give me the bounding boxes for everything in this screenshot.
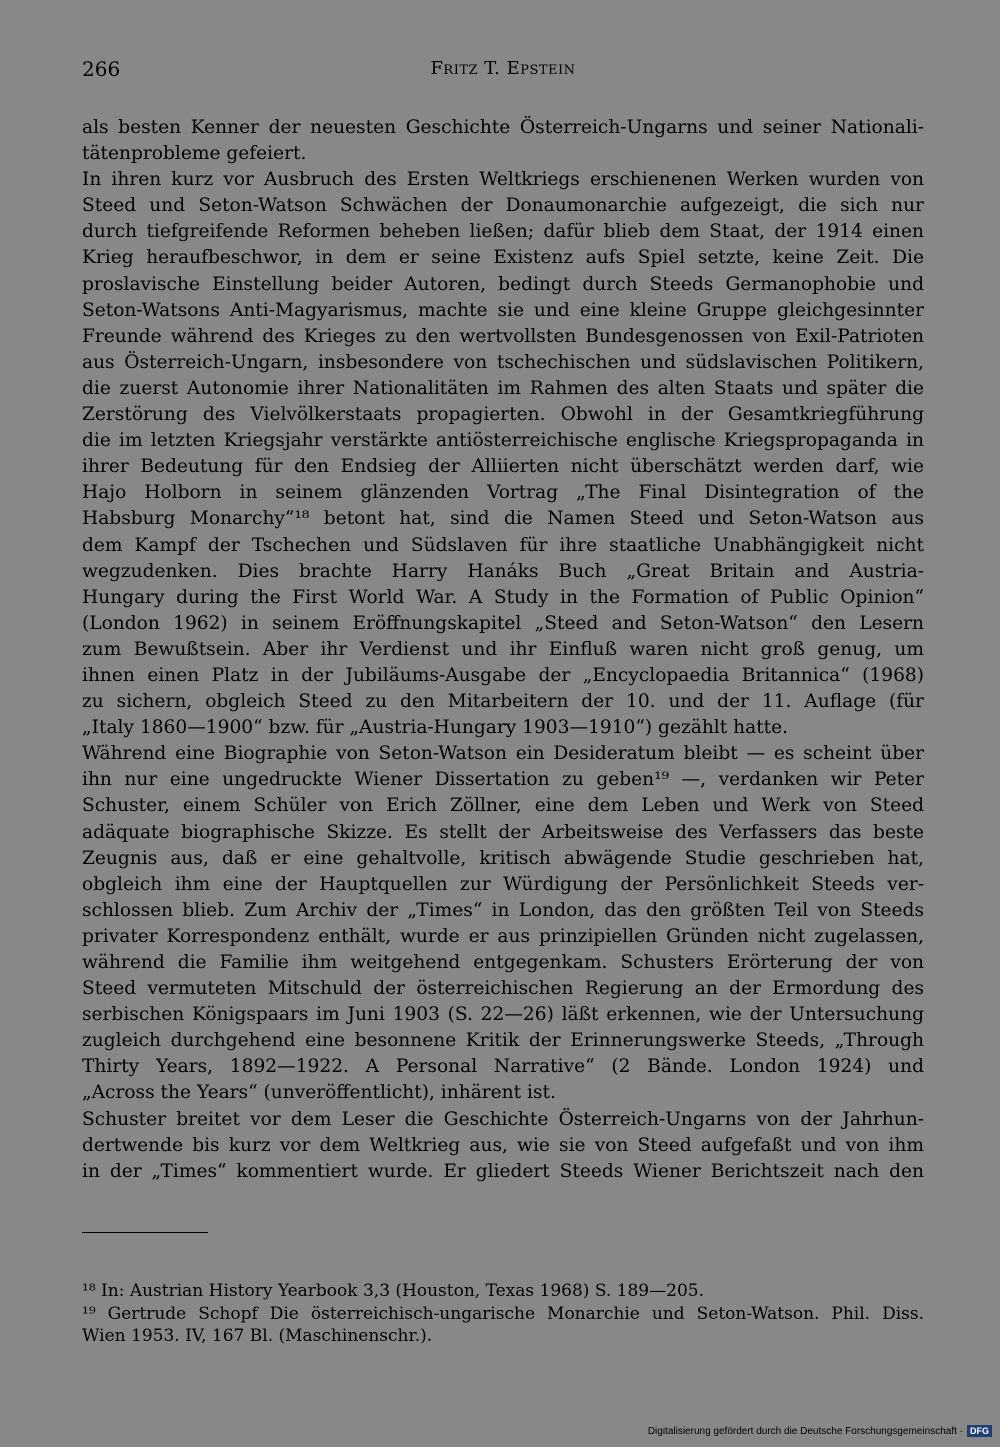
text-line: dem Kampf der Tschechen und Südslaven für ihre staatliche Unabhängigkeit nicht [82, 534, 924, 556]
text-line: schlossen blieb. Zum Archiv der „Times“ in London, das den größten Teil von Steeds [82, 899, 924, 921]
text-line: während die Familie ihm weitgehend entgegenkam. Schusters Erörterung der von [82, 952, 924, 973]
text-line: serbischen Königspaars im Juni 1903 (S. 22—26) läßt erkennen, wie der Untersuchung [82, 1004, 924, 1026]
text-line: Während eine Biographie von Seton-Watson ein Desideratum bleibt — es scheint über [82, 743, 924, 765]
text-line: proslavische Einstellung beider Autoren, bedingt durch Steeds Germanophobie und [82, 273, 924, 295]
text-line: Thirty Years, 1892—1922. A Personal Narrative“ (2 Bände. London 1924) und [82, 1056, 924, 1078]
text-line: Krieg heraufbeschwor, in dem er seine Existenz aufs Spiel setzte, keine Zeit. Die [82, 247, 924, 269]
page-header [82, 57, 924, 87]
text-line: ihn nur eine ungedruckte Wiener Dissertation zu geben¹⁹ —, verdanken wir Peter [82, 769, 924, 791]
page-number: 266 [82, 57, 121, 81]
text-line: ihnen einen Platz in der Jubiläums-Ausgabe der „Encyclopaedia Britannica“ (1968) [82, 664, 924, 686]
dfg-logo: DFG [967, 1425, 992, 1437]
text-line: Habsburg Monarchy“¹⁸ betont hat, sind die Namen Steed und Seton-Watson aus [82, 508, 924, 530]
text-line: zugleich durchgehend eine besonnene Kritik der Erinnerungswerke Steeds, „Through [82, 1030, 924, 1052]
funding-text: Digitalisierung gefördert durch die Deutsche Forschungsgemeinschaft · [647, 1425, 963, 1437]
text-line: „Across the Years“ (unveröffentlicht), inhärent ist. [82, 1082, 556, 1104]
footnote-line: ¹⁸ In: Austrian History Yearbook 3,3 (Houston, Texas 1968) S. 189—205. [82, 1281, 704, 1301]
text-line: „Italy 1860—1900“ bzw. für „Austria-Hungary 1903—1910“) gezählt hatte. [82, 717, 789, 739]
funding-notice [648, 1425, 992, 1437]
text-line: Seton-Watsons Anti-Magyarismus, machte sie und eine kleine Gruppe gleichgesinnter [82, 299, 924, 321]
text-line: tätenprobleme gefeiert. [82, 143, 307, 165]
text-line: Hungary during the First World War. A Study in the Formation of Public Opinion“ [82, 586, 924, 608]
text-line: adäquate biographische Skizze. Es stellt der Arbeitsweise des Verfassers das beste [82, 821, 924, 843]
text-line: aus Österreich-Ungarn, insbesondere von tschechischen und südslavischen Politikern, [82, 351, 924, 373]
running-title: Fritz T. Epstein [430, 58, 576, 79]
text-line: zu sichern, obgleich Steed zu den Mitarbeitern der 10. und der 11. Auflage (für [82, 691, 924, 713]
text-line: Hajo Holborn in seinem glänzenden Vortrag „The Final Disintegration of the [82, 482, 924, 504]
footnotes [82, 1280, 924, 1348]
text-line: wegzudenken. Dies brachte Harry Hanáks Buch „Great Britain and Austria- [82, 560, 924, 582]
footnote-rule [82, 1232, 208, 1233]
text-line: (London 1962) in seinem Eröffnungskapitel „Steed and Seton-Watson“ den Lesern [82, 612, 924, 634]
text-line: die zuerst Autonomie ihrer Nationalitäten im Rahmen des alten Staats und später die [82, 377, 924, 399]
text-line: In ihren kurz vor Ausbruch des Ersten Weltkriegs erschienenen Werken wurden von [82, 169, 924, 191]
footnote-line: Wien 1953. IV, 167 Bl. (Maschinenschr.). [82, 1326, 433, 1346]
text-line: Schuster, einem Schüler von Erich Zöllner, eine dem Leben und Werk von Steed [82, 795, 924, 817]
text-line: in der „Times“ kommentiert wurde. Er gliedert Steeds Wiener Berichtszeit nach den [82, 1160, 924, 1182]
text-line: Zerstörung des Vielvölkerstaats propagierten. Obwohl in der Gesamtkriegführung [82, 404, 924, 426]
text-line: Zeugnis aus, daß er eine gehaltvolle, kritisch abwägende Studie geschrieben hat, [82, 847, 924, 869]
text-line: die im letzten Kriegsjahr verstärkte antiösterreichische englische Kriegspropaganda in [82, 430, 924, 452]
text-line: durch tiefgreifende Reformen beheben ließen; dafür blieb dem Staat, der 1914 einen [82, 221, 924, 243]
text-line: obgleich ihm eine der Hauptquellen zur Würdigung der Persönlichkeit Steeds ver- [82, 873, 924, 895]
text-line: privater Korrespondenz enthält, wurde er aus prinzipiellen Gründen nicht zugelassen, [82, 925, 924, 947]
text-line: zum Bewußtsein. Aber ihr Verdienst und ihr Einfluß waren nicht groß genug, um [82, 638, 924, 660]
footnote-line: ¹⁹ Gertrude Schopf Die österreichisch-ungarische Monarchie und Seton-Watson. Phil. Diss. [82, 1303, 924, 1324]
text-line: dertwende bis kurz vor dem Weltkrieg aus, wie sie von Steed aufgefaßt und von ihm [82, 1134, 924, 1156]
text-line: Freunde während des Krieges zu den wertvollsten Bundesgenossen von Exil-Patrioten [82, 325, 924, 347]
body-text [82, 115, 924, 1185]
text-line: als besten Kenner der neuesten Geschichte Österreich-Ungarns und seiner Nationali- [82, 117, 924, 138]
text-line: Schuster breitet vor dem Leser die Geschichte Österreich-Ungarns von der Jahrhun- [82, 1108, 924, 1130]
text-line: Steed vermuteten Mitschuld der österreichischen Regierung an der Ermordung des [82, 978, 924, 1000]
text-line: ihrer Bedeutung für den Endsieg der Alliierten nicht überschätzt werden darf, wie [82, 456, 924, 478]
text-line: Steed und Seton-Watson Schwächen der Donaumonarchie aufgezeigt, die sich nur [82, 195, 924, 217]
